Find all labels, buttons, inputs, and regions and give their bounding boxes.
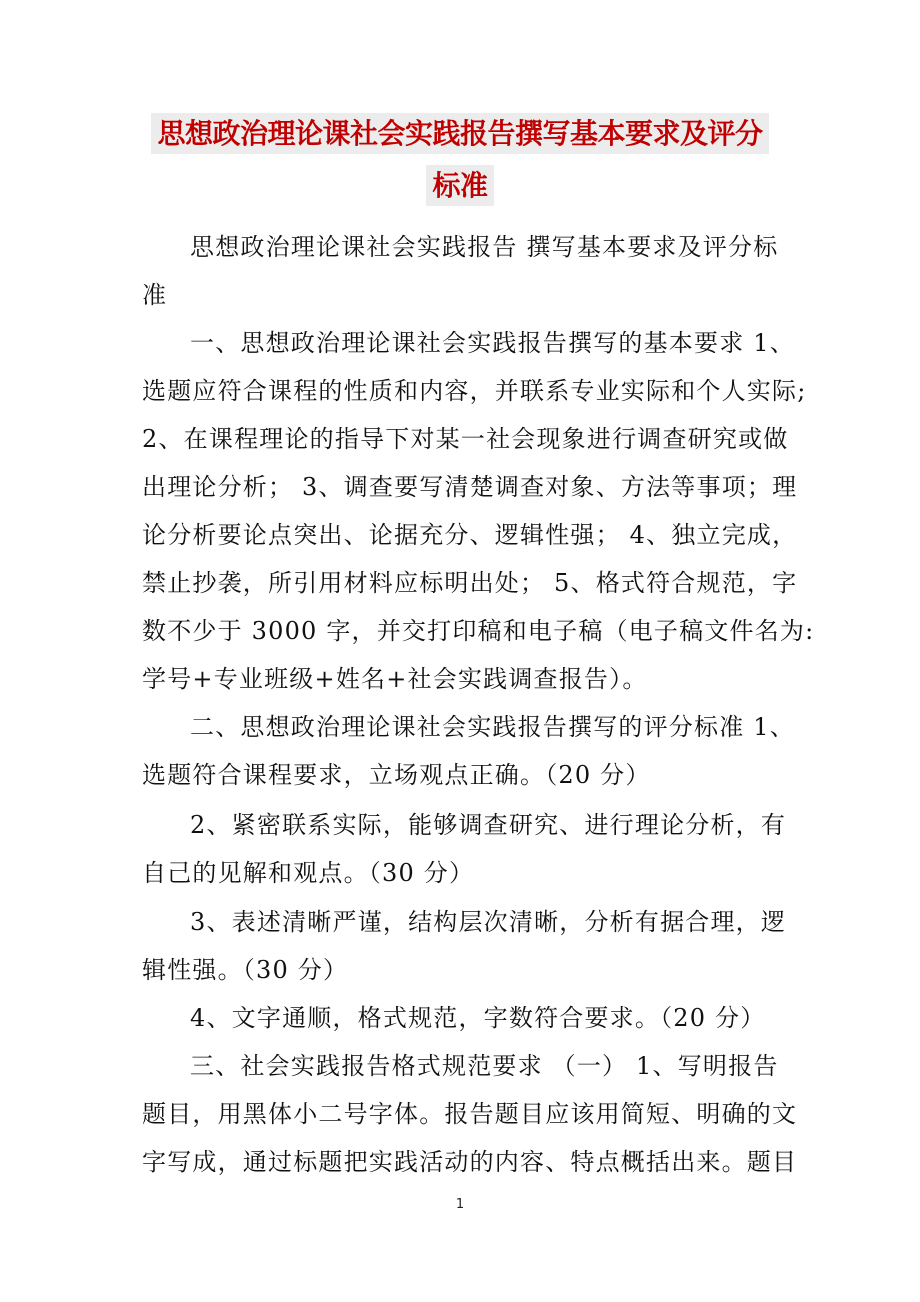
body-line: 2、紧密联系实际，能够调查研究、进行理论分析，有 [190,811,787,839]
body-line: 字写成，通过标题把实践活动的内容、特点概括出来。题目 [142,1148,798,1176]
body-line: 4、文字通顺，格式规范，字数符合要求。（20 分） [190,1004,766,1032]
document-title-line-1: 思想政治理论课社会实践报告撰写基本要求及评分 [0,120,920,148]
body-line: 二、思想政治理论课社会实践报告撰写的评分标准 1、 [190,713,795,741]
body-line: 禁止抄袭，所引用材料应标明出处； 5、格式符合规范，字 [142,569,798,597]
body-line: 论分析要论点突出、论据充分、逻辑性强； 4、独立完成， [142,521,798,549]
body-line: 2、在课程理论的指导下对某一社会现象进行调查研究或做 [142,425,789,453]
body-line: 选题符合课程要求，立场观点正确。（20 分） [142,761,651,789]
body-line: 选题应符合课程的性质和内容，并联系专业实际和个人实际; [142,377,807,405]
body-line: 3、表述清晰严谨，结构层次清晰，分析有据合理，逻 [190,908,787,936]
body-line: 数不少于 3000 字，并交打印稿和电子稿（电子稿文件名为: [142,617,815,645]
body-line: 一、思想政治理论课社会实践报告撰写的基本要求 1、 [190,329,795,357]
body-line: 自己的见解和观点。（30 分） [142,859,475,887]
page-number: 1 [455,1197,465,1212]
body-line: 学号+专业班级+姓名+社会实践调查报告）。 [142,665,648,693]
document-title-line-2: 标准 [0,172,920,200]
body-line: 题目，用黑体小二号字体。报告题目应该用简短、明确的文 [142,1100,798,1128]
body-line: 辑性强。（30 分） [142,956,349,984]
body-line: 准 [142,281,168,309]
body-line: 三、社会实践报告格式规范要求 （一） 1、写明报告 [190,1052,779,1080]
body-line: 思想政治理论课社会实践报告 撰写基本要求及评分标 [190,233,779,261]
body-line: 出理论分析； 3、调查要写清楚调查对象、方法等事项；理 [142,473,798,501]
